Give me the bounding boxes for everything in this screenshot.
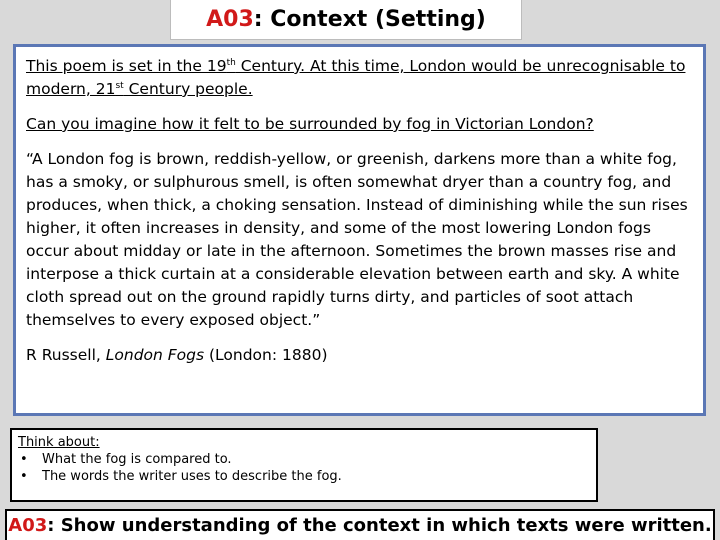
title-code: A03 xyxy=(206,7,254,32)
think-list xyxy=(18,451,590,485)
think-heading: Think about: xyxy=(18,435,100,450)
assessment-objective xyxy=(5,509,715,540)
context-panel xyxy=(13,44,706,416)
intro-part-3: Century people. xyxy=(123,80,253,98)
citation-author: R Russell, xyxy=(26,346,106,364)
page-title xyxy=(170,0,522,40)
question-text: Can you imagine how it felt to be surrounded by fog in Victorian London? xyxy=(26,115,594,133)
think-item-label: The words the writer uses to describe the fog. xyxy=(42,469,342,484)
assessment-text: : Show understanding of the context in which texts were written. xyxy=(47,515,712,536)
intro-part-2: Century. At this time, London would be unrecognisable to modern, 21 xyxy=(26,57,686,98)
citation-work: London Fogs xyxy=(105,346,205,364)
intro-text xyxy=(26,55,693,101)
citation xyxy=(26,344,693,367)
intro-sup-1: th xyxy=(226,57,236,68)
list-item xyxy=(18,468,590,485)
citation-details: (London: 1880) xyxy=(204,346,328,364)
intro-sup-2: st xyxy=(115,80,124,91)
intro-part-1: This poem is set in the 19 xyxy=(26,57,227,75)
assessment-code: A03 xyxy=(8,515,48,536)
think-item-label: What the fog is compared to. xyxy=(42,452,232,467)
bullet-icon: • xyxy=(20,452,28,467)
list-item xyxy=(18,451,590,468)
title-text: : Context (Setting) xyxy=(253,7,486,32)
bullet-icon: • xyxy=(20,469,28,484)
think-about-box xyxy=(10,428,598,502)
quote-text: “A London fog is brown, reddish-yellow, or greenish, darkens more than a white fog, has a smoky, or sulphurous smell, is often somewhat dryer than a country fog, and produces, when thick, a choking sensation. Instead of diminishing while the sun rises higher, it often increases in density, and some of the most lowering London fogs occur about midday or late in the afternoon. Sometimes the brown masses rise and interpose a thick curtain at a considerable elevation between earth and sky. A white cloth spread out on the ground rapidly turns dirty, and particles of soot attach themselves to every exposed object.” xyxy=(26,150,688,329)
